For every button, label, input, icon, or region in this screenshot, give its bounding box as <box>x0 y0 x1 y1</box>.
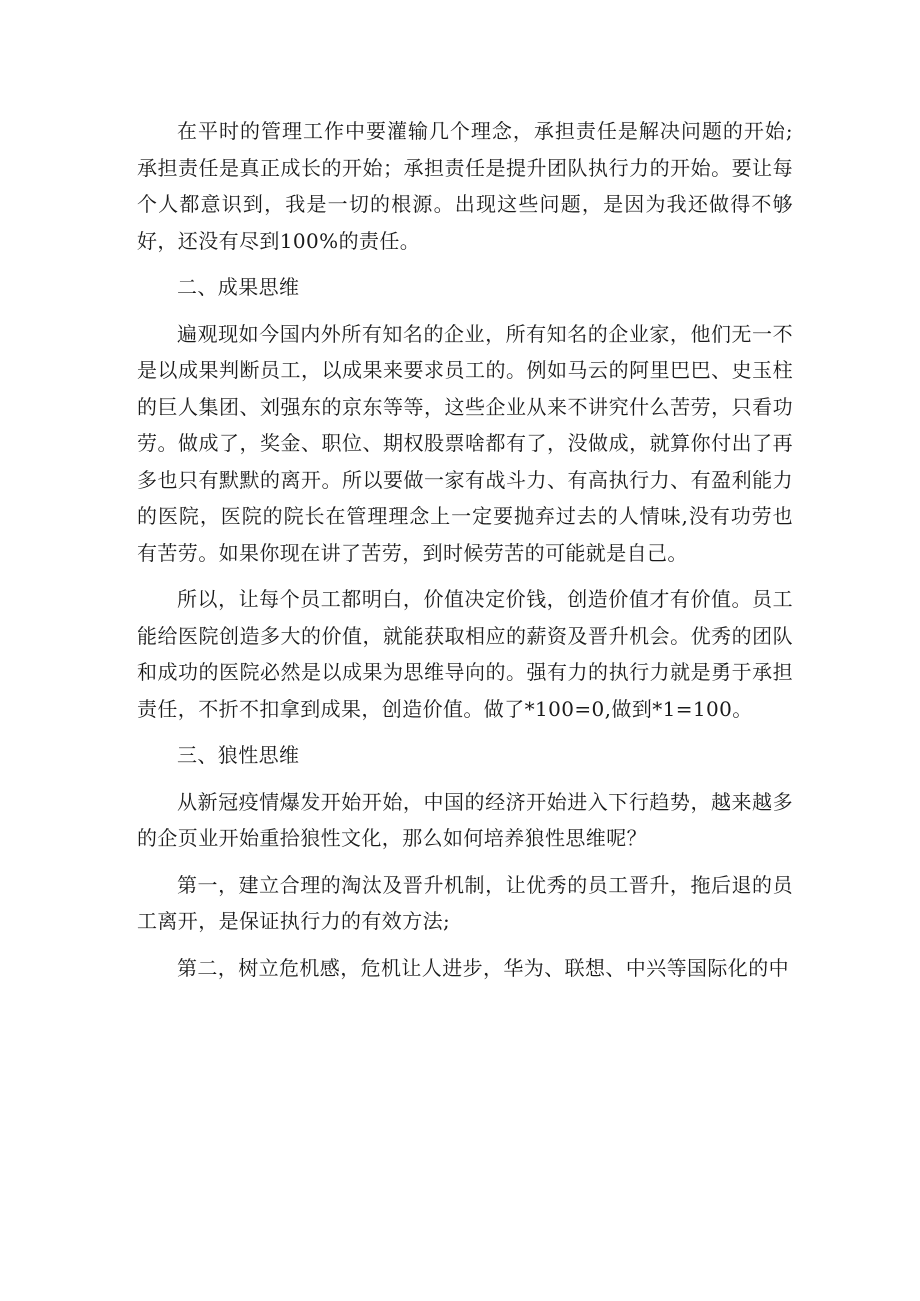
paragraph-responsibility: 在平时的管理工作中要灌输几个理念，承担责任是解决问题的开始;承担责任是真正成长的开始；承担责任是提升团队执行力的开始。要让每个人都意识到，我是一切的根源。出现这些问题，是因为我还做得不够好，还没有尽到100%的责任。 <box>137 119 793 253</box>
paragraph-first-mechanism: 第一，建立合理的淘汰及晋升机制，让优秀的员工晋升，拖后退的员工离开，是保证执行力的有效方法; <box>137 872 793 933</box>
paragraph-second-crisis: 第二，树立危机感，危机让人进步，华为、联想、中兴等国际化的中 <box>177 955 789 980</box>
paragraph-economy-downturn: 从新冠疫情爆发开始开始，中国的经济开始进入下行趋势，越来越多的企页业开始重拾狼性文化，那么如何培养狼性思维呢？ <box>137 789 793 850</box>
paragraph-results-companies: 遍观现如今国内外所有知名的企业，所有知名的企业家，他们无一不是以成果判断员工，以成果来要求员工的。例如马云的阿里巴巴、史玉柱的巨人集团、刘强东的京东等等，这些企业从来不讲究什么苦劳，只看功劳。做成了，奖金、职位、期权股票啥都有了，没做成，就算你付出了再多也只有默默的离开。所以要做一家有战斗力、有高执行力、有盈利能力的医院，医院的院长在管理理念上一定要抛弃过去的人情味,没有功劳也有苦劳。如果你现在讲了苦劳，到时候劳苦的可能就是自己。 <box>137 321 793 565</box>
heading-results-thinking: 二、成果思维 <box>177 275 300 299</box>
heading-wolf-thinking: 三、狼性思维 <box>177 743 300 767</box>
document-page <box>137 113 793 986</box>
paragraph-value-creation: 所以，让每个员工都明白，价值决定价钱，创造价值才有价值。员工能给医院创造多大的价值，就能获取相应的薪资及晋升机会。优秀的团队和成功的医院必然是以成果为思维导向的。强有力的执行力就是勇于承担责任，不折不扣拿到成果，创造价值。做了*100=0,做到*1=100。 <box>137 587 793 721</box>
